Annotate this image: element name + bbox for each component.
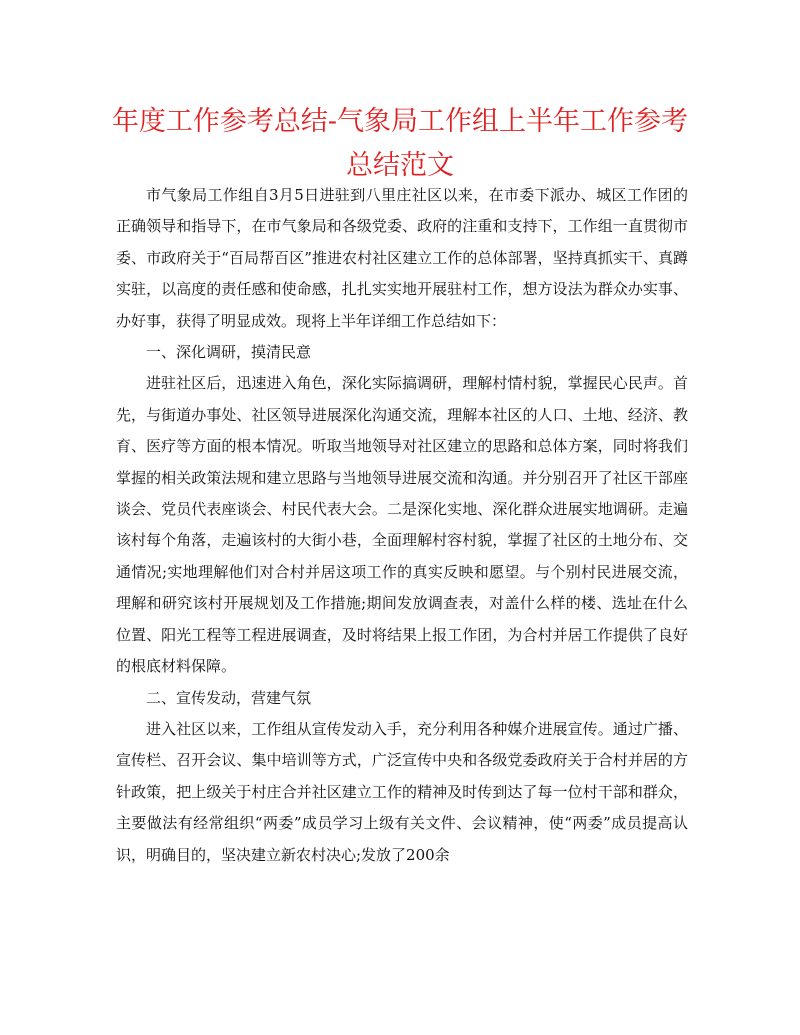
section-heading-2: 二、宣传发动，营建气氛 — [146, 688, 312, 707]
section-heading-1: 一、深化调研，摸清民意 — [146, 343, 312, 362]
document-body — [116, 180, 688, 871]
document-title: 年度工作参考总结-气象局工作组上半年工作参考总结范文 — [111, 106, 689, 181]
paragraph-section-1: 进驻社区后，迅速进入角色，深化实际搞调研，理解村情村貌，掌握民心民声。首先，与街道办事处、社区领导进展深化沟通交流，理解本社区的人口、土地、经济、教育、医疗等方面的根本情况。听取当地领导对社区建立的思路和总体方案，同时将我们掌握的相关政策法规和建立思路与当地领导进展交流和沟通。并分别召开了社区干部座谈会、党员代表座谈会、村民代表大会。二是深化实地、深化群众进展实地调研。走遍该村每个角落，走遍该村的大街小巷，全面理解村容村貌，掌握了社区的土地分布、交通情况;实地理解他们对合村并居这项工作的真实反映和愿望。与个别村民进展交流，理解和研究该村开展规划及工作措施;期间发放调查表，对盖什么样的楼、选址在什么位置、阳光工程等工程进展调查，及时将结果上报工作团，为合村并居工作提供了良好的根底材料保障。 — [116, 374, 688, 676]
paragraph-intro: 市气象局工作组自3月5日进驻到八里庄社区以来，在市委下派办、城区工作团的正确领导和指导下，在市气象局和各级党委、政府的注重和支持下，工作组一直贯彻市委、市政府关于“百局帮百区”推进农村社区建立工作的总体部署，坚持真抓实干、真蹲实驻，以高度的责任感和使命感，扎扎实实地开展驻村工作，想方设法为群众办实事、办好事，获得了明显成效。现将上半年详细工作总结如下： — [116, 186, 688, 330]
paragraph-section-2: 进入社区以来，工作组从宣传发动入手，充分利用各种媒介进展宣传。通过广播、宣传栏、召开会议、集中培训等方式，广泛宣传中央和各级党委政府关于合村并居的方针政策，把上级关于村庄合并社区建立工作的精神及时传到达了每一位村干部和群众，主要做法有经常组织“两委”成员学习上级有关文件、会议精神，使“两委”成员提高认识，明确目的，坚决建立新农村决心;发放了200余 — [116, 719, 688, 864]
